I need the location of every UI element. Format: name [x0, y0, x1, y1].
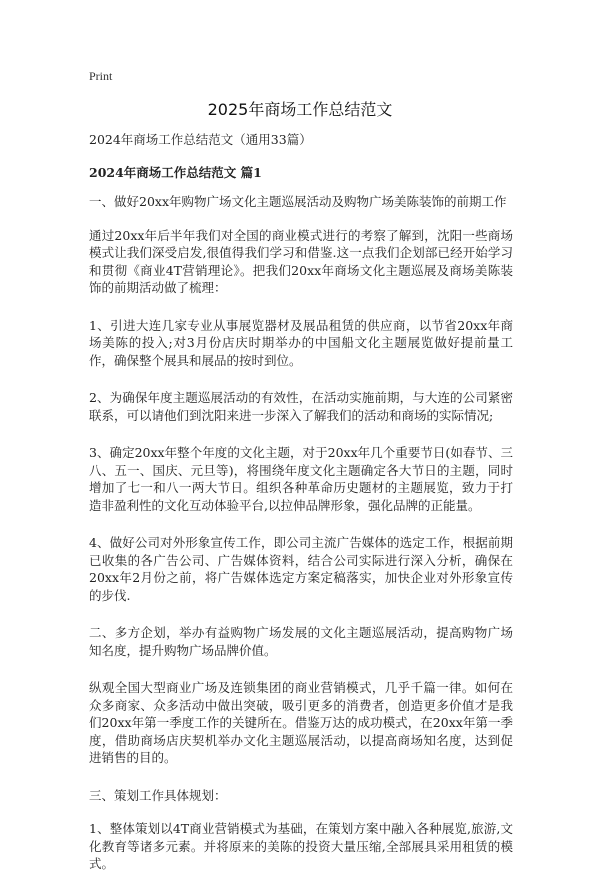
paragraph: 二、多方企划，举办有益购物广场发展的文化主题巡展活动，提高购物广场知名度，提升购物广场品牌价值。 — [89, 625, 513, 658]
paragraph: 纵观全国大型商业广场及连锁集团的商业营销模式，几乎千篇一律。如何在众多商家、众多活动中做出突破，吸引更多的消费者，创造更多价值才是我们20xx年第一季度工作的关键所在。借鉴万达的成功模式，在20xx年第一季度，借助商场店庆契机举办文化主题巡展活动，以提高商场知名度，达到促进销售的目的。 — [89, 680, 513, 765]
paragraph: 4、做好公司对外形象宣传工作，即公司主流广告媒体的选定工作，根据前期已收集的各广告公司、广告媒体资料，结合公司实际进行深入分析，确保在20xx年2月份之前，将广告媒体选定方案定稿落实，加快企业对外形象宣传的步伐. — [89, 535, 513, 603]
paragraph: 3、确定20xx年整个年度的文化主题，对于20xx年几个重要节日(如春节、三八、五一、国庆、元旦等)，将围绕年度文化主题确定各大节日的主题，同时增加了七一和八一两大节日。组织各种革命历史题材的主题展览，致力于打造非盈利性的文化互动体验平台,以拉伸品牌形象，强化品牌的正能量。 — [89, 445, 513, 513]
paragraph: 1、引进大连几家专业从事展览器材及展品租赁的供应商，以节省20xx年商场美陈的投入;对3月份店庆时期举办的中国船文化主题展览做好提前量工作，确保整个展具和展品的按时到位。 — [89, 317, 513, 368]
paragraph: 三、策划工作具体规划： — [89, 787, 227, 803]
document-body — [89, 131, 513, 893]
page-title: 2025年商场工作总结范文 — [207, 100, 393, 119]
paragraph: 1、整体策划以4T商业营销模式为基础，在策划方案中融入各种展览,旅游,文化教育等诸多元素。并将原来的美陈的投资大量压缩,全部展具采用租赁的模式。 — [89, 821, 513, 871]
paragraph: 一、做好20xx年购物广场文化主题巡展活动及购物广场美陈装饰的前期工作 — [89, 194, 507, 209]
print-link[interactable]: Print — [89, 69, 113, 83]
paragraph: 2、为确保年度主题巡展活动的有效性，在活动实施前期，与大连的公司紧密联系，可以请他们到沈阳来进一步深入了解我们的活动和商场的实际情况; — [89, 390, 513, 423]
section-heading: 2024年商场工作总结范文 篇1 — [89, 164, 262, 180]
paragraph: 通过20xx年后半年我们对全国的商业模式进行的考察了解到，沈阳一些商场模式让我们深受启发,很值得我们学习和借鉴.这一点我们企划部已经开始学习和贯彻《商业4T营销理论》。把我们20xx年商场文化主题巡展及商场美陈装饰的前期活动做了梳理： — [89, 227, 513, 295]
document-subtitle: 2024年商场工作总结范文（通用33篇） — [89, 132, 312, 147]
